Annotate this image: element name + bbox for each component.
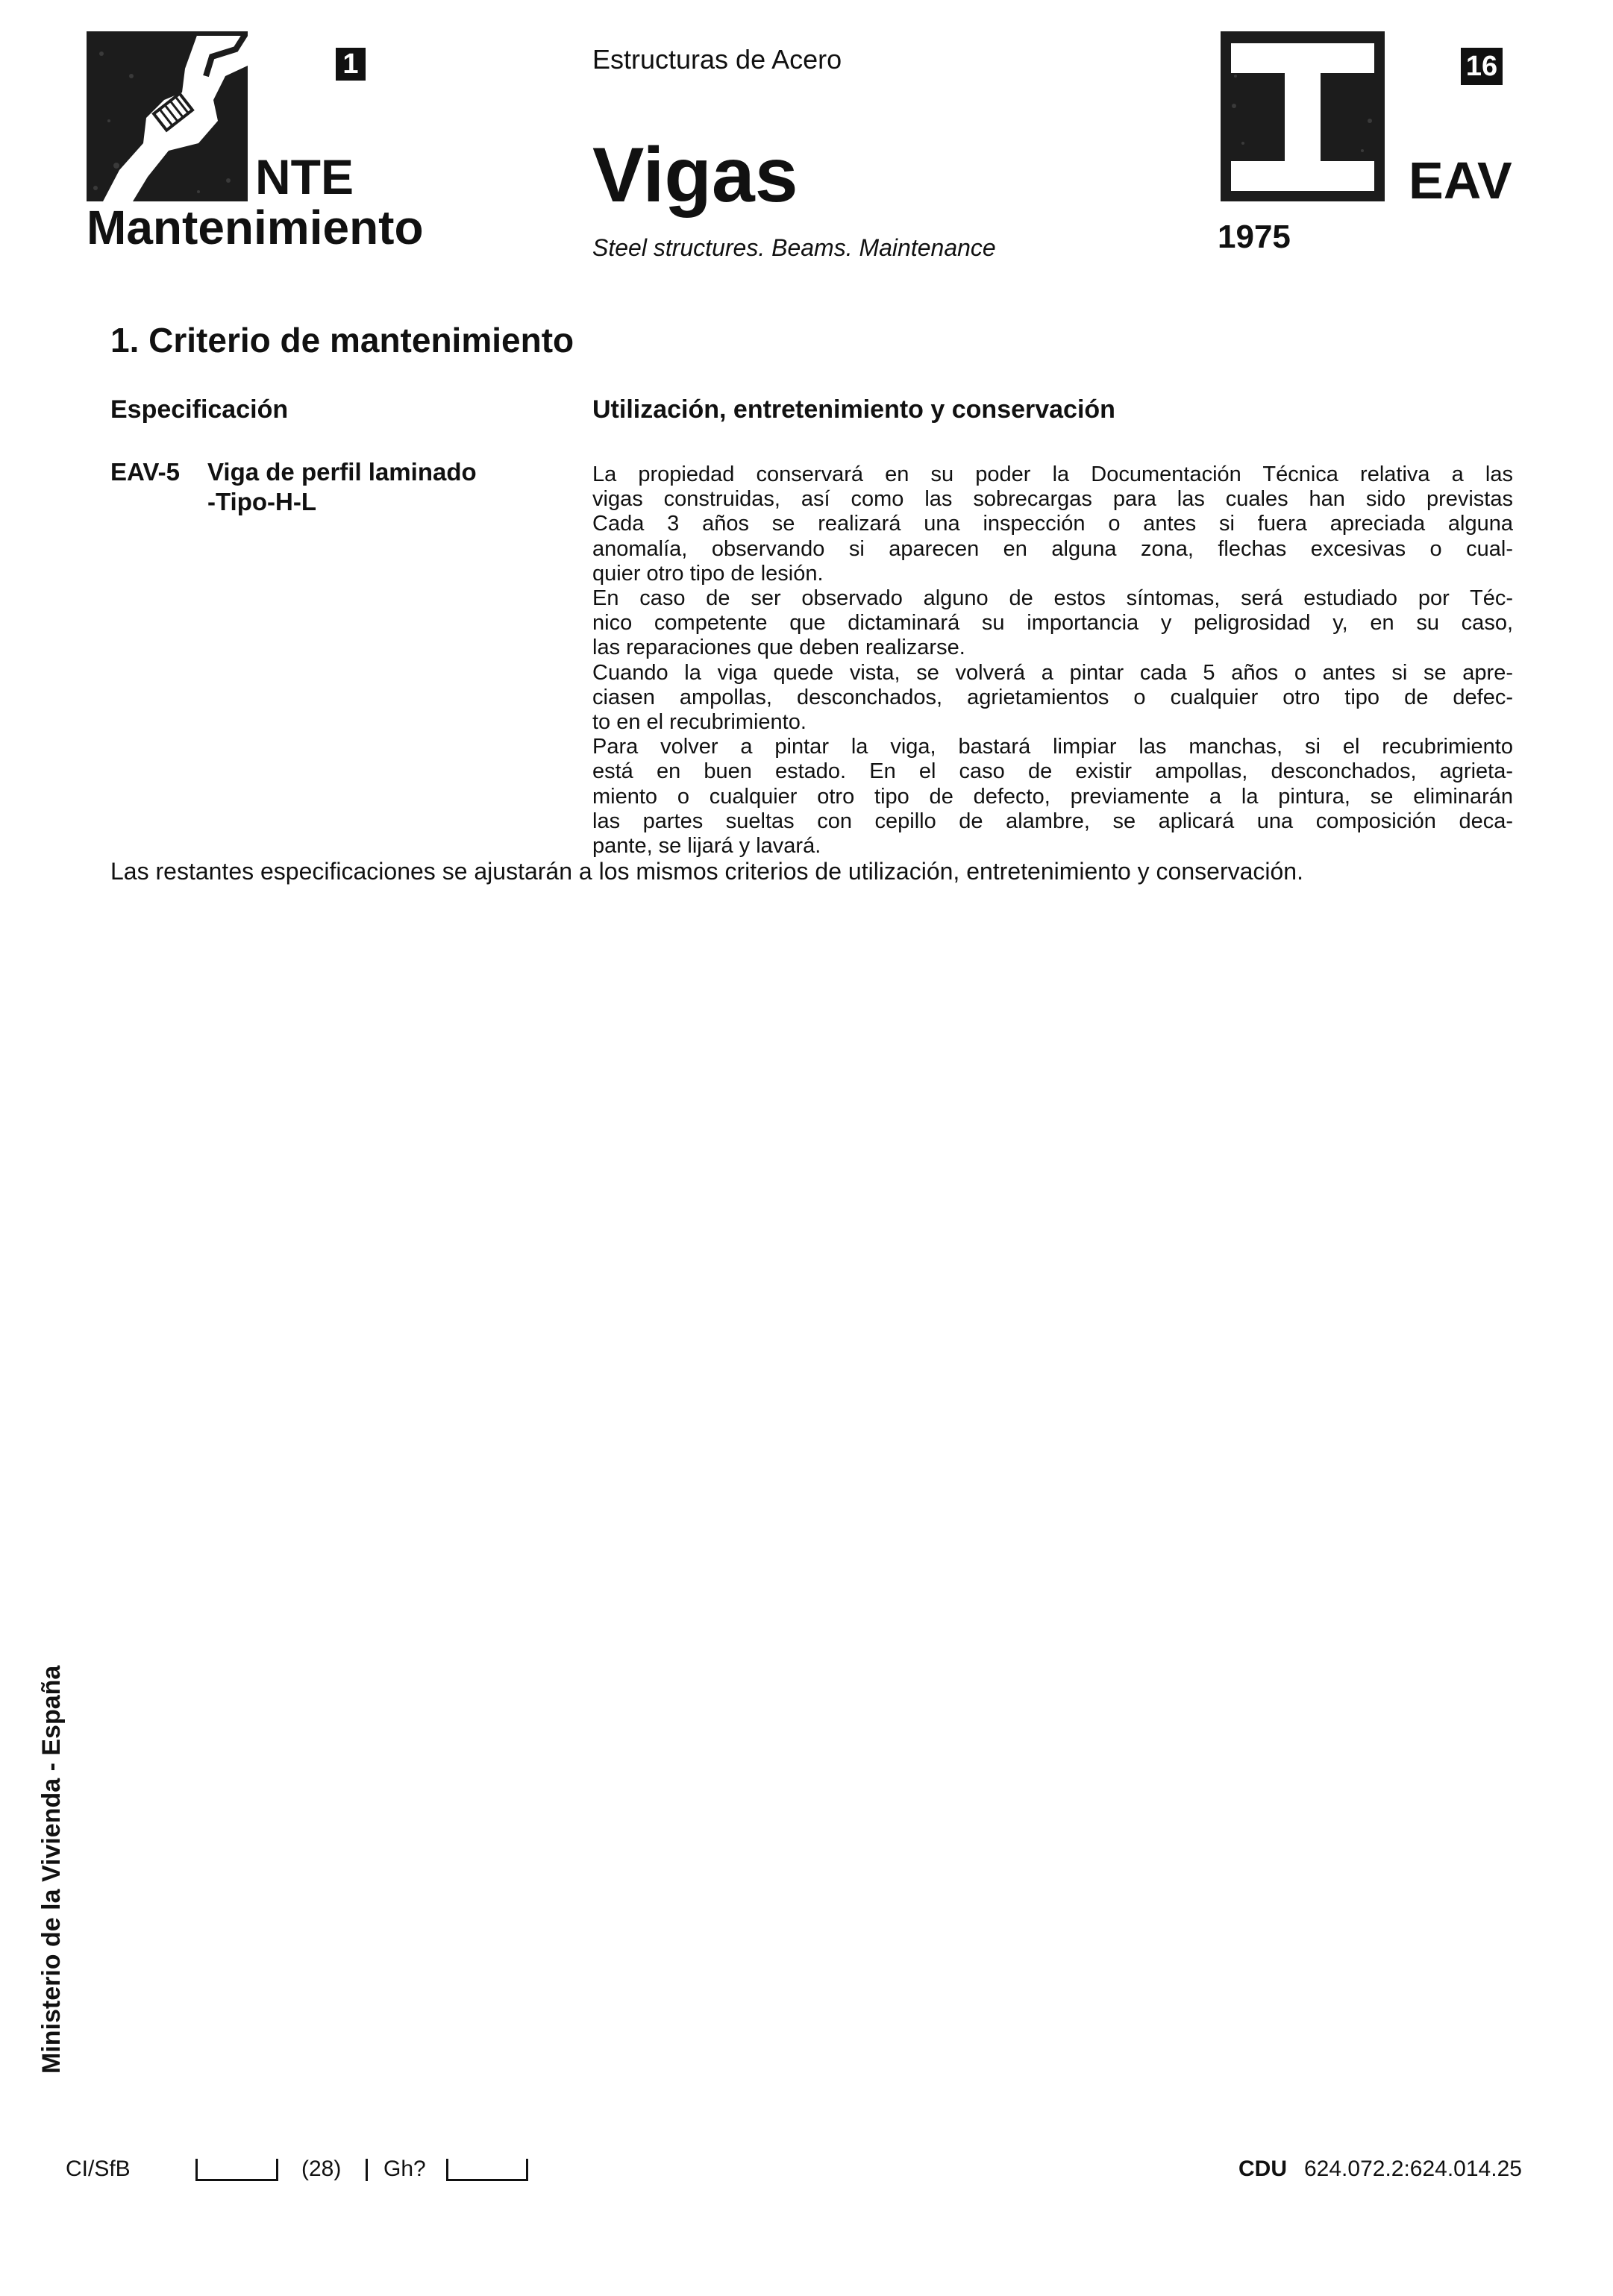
cisfb-rule [446, 2179, 528, 2181]
cdu-value: 624.072.2:624.014.25 [1304, 2157, 1522, 2181]
i-beam-graphic [1221, 31, 1385, 201]
body-line: nico competente que dictaminará su importancia y peligrosidad y, en su caso, [592, 611, 1513, 636]
i-beam-icon [1221, 31, 1385, 201]
section-number-badge: 1 [336, 48, 366, 81]
cisfb-label: CI/SfB [66, 2157, 131, 2181]
page-subtitle: Steel structures. Beams. Maintenance [592, 234, 996, 261]
cisfb-tick [366, 2159, 368, 2181]
body-line: to en el recubrimiento. [592, 710, 806, 735]
body-line: En caso de ser observado alguno de estos síntomas, será estudiado por Téc- [592, 586, 1513, 611]
body-line: vigas construidas, así como las sobrecargas para las cuales han sido previstas [592, 487, 1513, 512]
cisfb-value: (28) [301, 2157, 342, 2181]
spec-type: -Tipo-H-L [207, 488, 317, 515]
column-header-usage: Utilización, entretenimiento y conservación [592, 395, 1115, 424]
body-line: ciasen ampollas, desconchados, agrietamientos o cualquier otro tipo de defec- [592, 685, 1513, 709]
section-name: Mantenimiento [87, 201, 424, 254]
category-label: Estructuras de Acero [592, 44, 842, 75]
body-paragraph [592, 462, 1513, 859]
spec-code: EAV-5 [110, 458, 180, 486]
page-title: Vigas [592, 132, 798, 219]
document-year: 1975 [1218, 219, 1291, 255]
cisfb-tick [195, 2159, 198, 2181]
spec-name: Viga de perfil laminado [207, 458, 477, 486]
page-number-badge: 16 [1461, 48, 1503, 85]
body-line: Para volver a pintar la viga, bastará limpiar las manchas, si el recubrimiento [592, 735, 1513, 759]
cisfb-classification-box [195, 2150, 528, 2189]
body-line: miento o cualquier otro tipo de defecto, previamente a la pintura, se eliminarán [592, 784, 1513, 809]
ministry-label: Ministerio de la Vivienda - España [37, 1665, 66, 2074]
cdu-label: CDU [1238, 2157, 1287, 2181]
cisfb-tick [526, 2159, 528, 2181]
document-code: EAV [1409, 151, 1512, 210]
body-line: las reparaciones que deben realizarse. [592, 636, 965, 660]
cisfb-tick [276, 2159, 278, 2181]
body-line: las partes sueltas con cepillo de alambre, se aplicará una composición deca- [592, 809, 1513, 833]
body-line: La propiedad conservará en su poder la Documentación Técnica relativa a las [592, 462, 1513, 486]
body-line: Cada 3 años se realizará una inspección o antes si fuera apreciada alguna [592, 512, 1513, 536]
body-line: anomalía, observando si aparecen en alguna zona, flechas excesivas o cual- [592, 536, 1513, 561]
series-label: NTE [255, 149, 354, 204]
body-line: está en buen estado. En el caso de existir ampollas, desconchados, agrieta- [592, 759, 1513, 784]
cisfb-tick [446, 2159, 448, 2181]
column-header-specification: Especificación [110, 395, 289, 424]
cisfb-rule [195, 2179, 278, 2181]
wrench-graphic [87, 31, 248, 201]
section-heading: 1. Criterio de mantenimiento [110, 321, 574, 360]
body-line: pante, se lijará y lavará. [592, 834, 821, 859]
body-line: Cuando la viga quede vista, se volverá a pintar cada 5 años o antes si se apre- [592, 660, 1513, 685]
wrench-icon [87, 31, 248, 201]
closing-note: Las restantes especificaciones se ajustarán a los mismos criterios de utilización, entretenimiento y conservación. [110, 858, 1303, 885]
cisfb-value: Gh? [383, 2157, 426, 2181]
body-line: quier otro tipo de lesión. [592, 561, 824, 586]
